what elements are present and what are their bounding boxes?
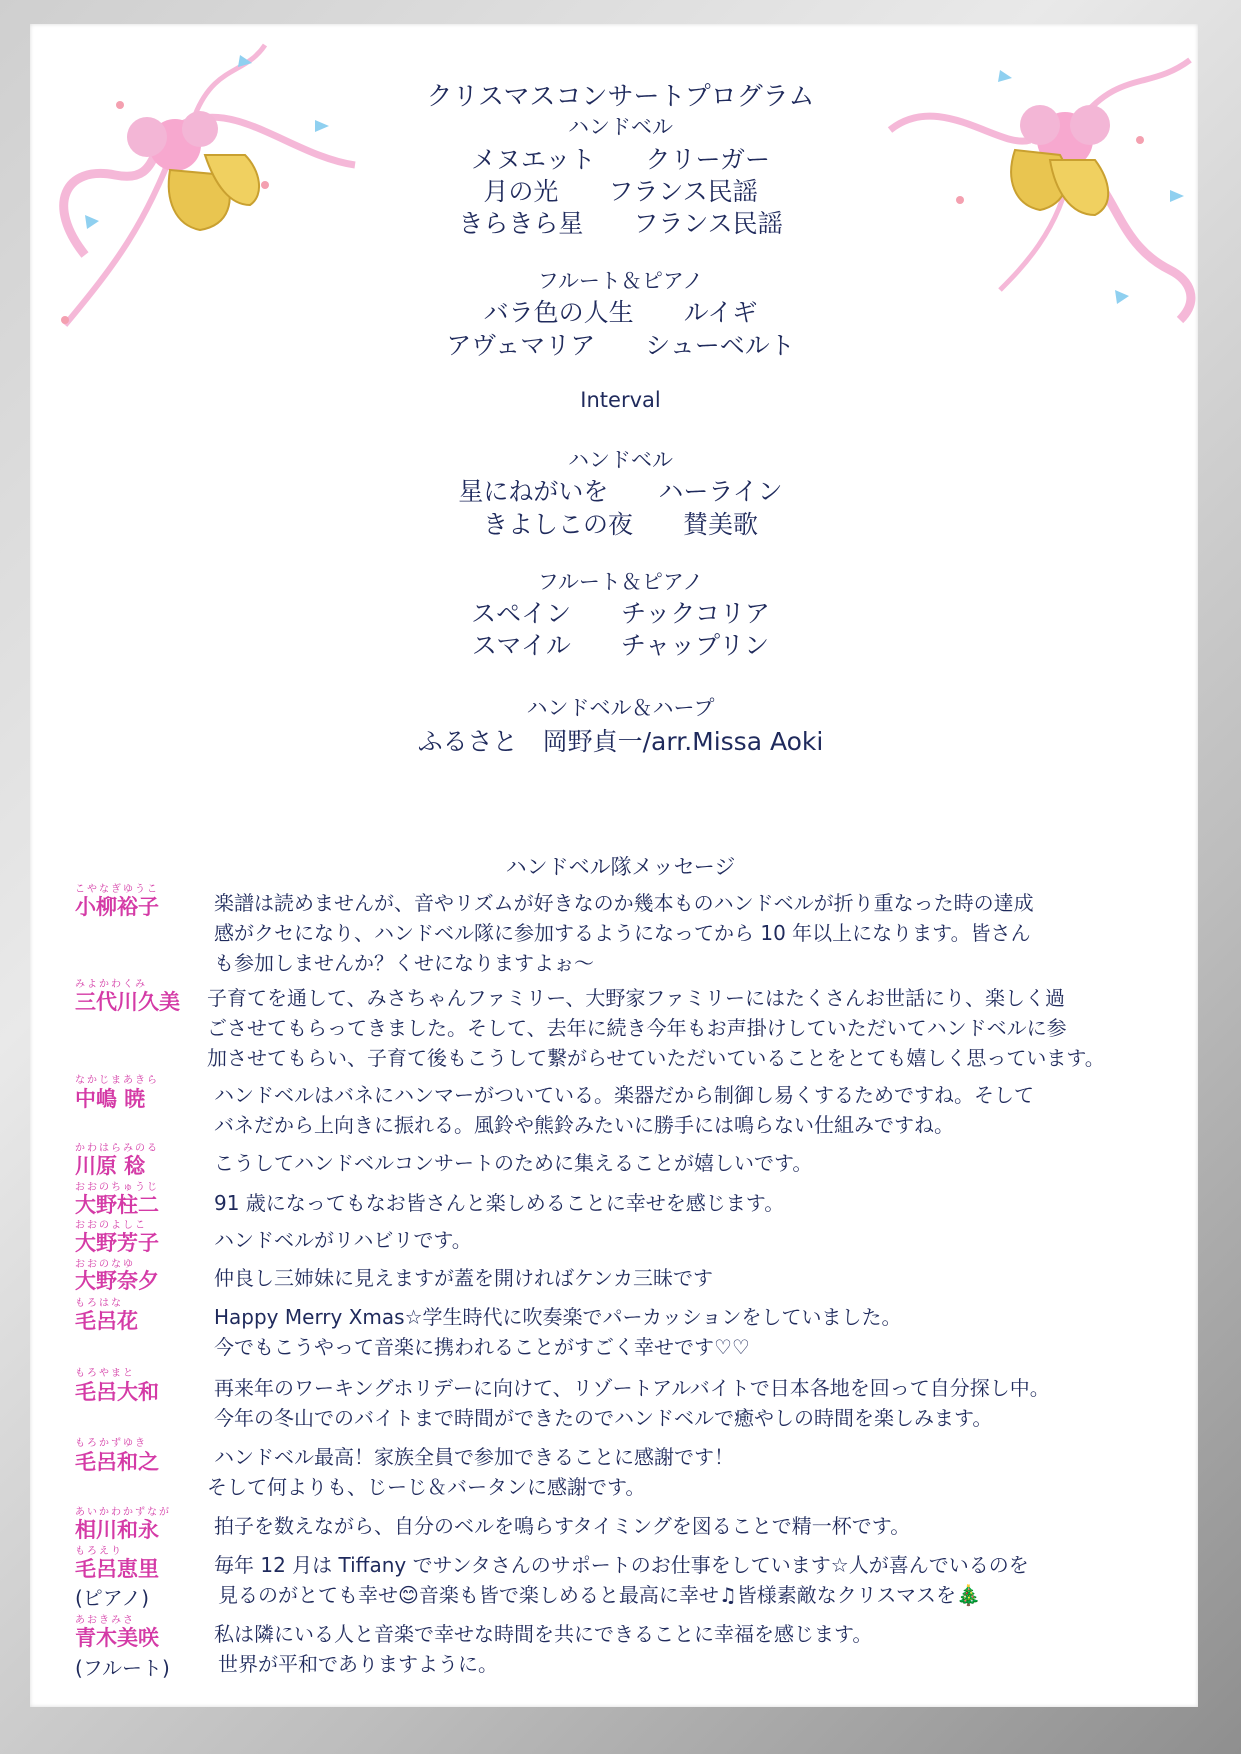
member-ruby: もろかずゆき <box>75 1438 147 1449</box>
member-message-line: 加させてもらい、子育て後もこうして繋がらせていただいていることをとても嬉しく思っています。 <box>207 1046 1105 1070</box>
member-ruby: もろはな <box>75 1298 123 1309</box>
member-message-line: ハンドベル最高！家族全員で参加できることに感謝です！ <box>214 1445 734 1469</box>
member-message-line: 今年の冬山でのバイトまで時間ができたのでハンドベルで癒やしの時間を楽しみます。 <box>214 1406 993 1430</box>
member-name: 三代川久美 <box>75 990 180 1014</box>
member-message-line: ハンドベルがリハビリです。 <box>214 1228 472 1252</box>
program-piece: アヴェマリア シューベルト <box>446 331 795 360</box>
program-category: フルート＆ピアノ <box>537 269 704 293</box>
member-message-line: 今でもこうやって音楽に携われることがすごく幸せです♡♡ <box>214 1335 750 1359</box>
member-name: 川原 稔 <box>75 1154 146 1178</box>
member-message-line: 91 歳になってもなお皆さんと楽しめることに幸せを感じます。 <box>214 1191 785 1215</box>
member-ruby: かわはらみのる <box>75 1143 159 1154</box>
member-ruby: おおのよしこ <box>75 1220 147 1231</box>
member-ruby: なかじまあきら <box>75 1075 159 1086</box>
member-message-line: 子育てを通して、みさちゃんファミリー、大野家ファミリーにはたくさんお世話にり、楽しく過 <box>207 986 1065 1010</box>
member-name: 小柳裕子 <box>75 895 159 919</box>
program-piece: 星にねがいを ハーライン <box>458 477 783 506</box>
member-message-line: 感がクセになり、ハンドベル隊に参加するようになってから 10 年以上になります。皆さん <box>214 921 1031 945</box>
member-name: 大野芳子 <box>75 1231 159 1255</box>
member-message-line: も参加しませんか？くせになりますよぉ～ <box>214 951 594 975</box>
member-ruby: もろやまと <box>75 1368 135 1379</box>
member-message-line: 見るのがとても幸せ😊音楽も皆で楽しめると最高に幸せ♫皆様素敵なクリスマスを🎄 <box>218 1583 981 1607</box>
program-piece: きらきら星 フランス民謡 <box>458 209 783 238</box>
program-piece: ふるさと 岡野貞一/arr.Missa Aoki <box>417 727 824 756</box>
program-piece: スマイル チャップリン <box>471 631 770 660</box>
member-name: 相川和永 <box>75 1518 159 1542</box>
member-ruby: みよかわくみ <box>75 979 147 990</box>
member-message-line: 楽譜は読めませんが、音やリズムが好きなのか幾本ものハンドベルが折り重なった時の達成 <box>214 891 1034 915</box>
member-ruby: あおきみさ <box>75 1615 135 1626</box>
member-message-line: Happy Merry Xmas☆学生時代に吹奏楽でパーカッションをしていました。 <box>214 1305 902 1329</box>
member-message-line: 毎年 12 月は Tiffany でサンタさんのサポートのお仕事をしています☆人が喜んでいるのを <box>214 1553 1029 1577</box>
member-message-line: バネだから上向きに振れる。風鈴や熊鈴みたいに勝手には鳴らない仕組みですね。 <box>214 1113 954 1137</box>
member-message-line: 私は隣にいる人と音楽で幸せな時間を共にできることに幸福を感じます。 <box>214 1622 873 1646</box>
program-category: ハンドベル＆ハープ <box>526 696 715 720</box>
member-name: 毛呂大和 <box>75 1380 159 1404</box>
program-title: クリスマスコンサートプログラム <box>426 82 815 112</box>
member-instrument: (ピアノ) <box>75 1586 150 1610</box>
member-message-line: ハンドベルはバネにハンマーがついている。楽器だから制御し易くするためですね。そして <box>214 1083 1034 1107</box>
member-message-line: そして何よりも、じーじ＆バータンに感謝です。 <box>207 1475 646 1499</box>
member-message-line: 再来年のワーキングホリデーに向けて、リゾートアルバイトで日本各地を回って自分探し中。 <box>214 1376 1050 1400</box>
member-ruby: こやなぎゆうこ <box>75 884 159 895</box>
member-ruby: あいかわかずなが <box>75 1507 171 1518</box>
member-name: 大野柱二 <box>75 1193 159 1217</box>
member-instrument: (フルート) <box>75 1656 170 1680</box>
member-message-line: こうしてハンドベルコンサートのために集えることが嬉しいです。 <box>214 1151 813 1175</box>
program-piece: 月の光 フランス民謡 <box>483 177 758 206</box>
member-name: 青木美咲 <box>75 1626 159 1650</box>
program-piece: きよしこの夜 賛美歌 <box>482 510 758 539</box>
program-piece: メヌエット クリーガー <box>470 145 770 174</box>
member-message-line: 拍子を数えながら、自分のベルを鳴らすタイミングを図ることで精一杯です。 <box>214 1514 911 1538</box>
program-interval: Interval <box>580 388 661 412</box>
member-name: 毛呂花 <box>75 1309 138 1333</box>
program-piece: バラ色の人生 ルイギ <box>483 298 758 327</box>
member-name: 毛呂恵里 <box>75 1557 159 1581</box>
member-message-line: 世界が平和でありますように。 <box>218 1652 498 1676</box>
program-category: ハンドベル <box>568 448 673 472</box>
member-name: 中嶋 暁 <box>75 1087 146 1111</box>
member-message-line: ごさせてもらってきました。そして、去年に続き今年もお声掛けしていただいてハンドベルに参 <box>207 1016 1067 1040</box>
member-ruby: おおのちゅうじ <box>75 1182 159 1193</box>
member-name: 毛呂和之 <box>75 1450 159 1474</box>
messages-title: ハンドベル隊メッセージ <box>505 855 736 879</box>
member-ruby: もろえり <box>75 1546 123 1557</box>
member-message-line: 仲良し三姉妹に見えますが蓋を開ければケンカ三昧です <box>214 1266 713 1290</box>
member-name: 大野奈夕 <box>75 1269 159 1293</box>
program-piece: スペイン チックコリア <box>471 599 770 628</box>
program-category: ハンドベル <box>568 115 673 139</box>
member-ruby: おおのなゆ <box>75 1259 135 1270</box>
program-category: フルート＆ピアノ <box>537 570 704 594</box>
